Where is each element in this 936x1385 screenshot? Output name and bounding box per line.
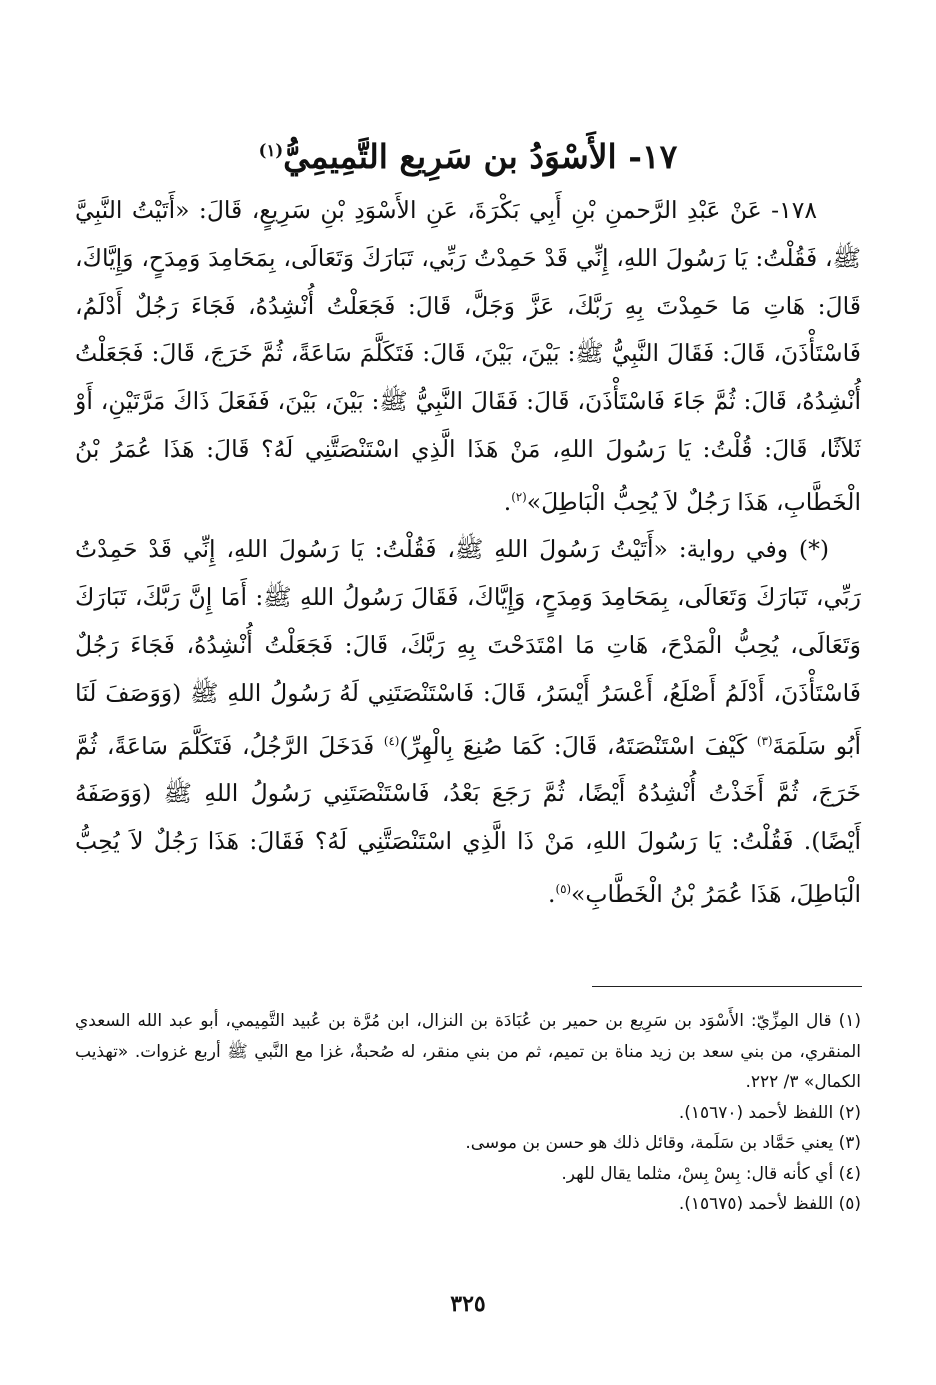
footnote-ref: (٣)	[756, 733, 773, 748]
hadith-variant-text: فَدَخَلَ الرَّجُلُ، فَتَكَلَّمَ سَاعَةً، ثُمَّ خَرَجَ، ثُمَّ أَخَذْتُ أُنْشِدُهُ أَيْضًا، ثُمَّ رَجَعَ بَعْدُ، فَاسْتَنْصَتَنِي رَسُولُ اللهِ ﷺ (وَوَصَفَهُ أَيْضًا). فَقُلْتُ: يَا رَسُولَ اللهِ، مَنْ ذَا الَّذِي اسْتَنْصَتَّنِي لَهُ؟ فَقَالَ: هَذَا رَجُلٌ لاَ يُحِبُّ الْبَاطِلَ، هَذَا عُمَرُ بْنُ الْخَطَّابِ»	[75, 731, 861, 908]
footnote-ref: (٥)	[555, 881, 572, 896]
hadith-variant-paragraph: (*) وفي رواية: «أَتَيْتُ رَسُولَ اللهِ ﷺ، فَقُلْتُ: يَا رَسُولَ اللهِ، إِنِّي قَدْ حَمِدْتُ رَبِّي، تَبَارَكَ وَتَعَالَى، بِمَحَامِدَ وَمِدَحٍ، وَإِيَّاكَ، فَقَالَ رَسُولُ اللهِ ﷺ: أَمَا إِنَّ رَبَّكَ، تَبَارَكَ وَتَعَالَى، يُحِبُّ الْمَدْحَ، هَاتِ مَا امْتَدَحْتَ بِهِ رَبَّكَ، قَالَ: فَجَعَلْتُ أُنْشِدُهُ، فَجَاءَ رَجُلٌ فَاسْتَأْذَنَ، أَدْلَمُ أَصْلَعُ، أَعْسَرُ أَيْسَرُ، قَالَ: فَاسْتَنْصَتَنِي لَهُ رَسُولُ اللهِ ﷺ (وَوَصَفَ لَنَا أَبُو سَلَمَةَ$^{(٣)}$ كَيْفَ اسْتَنْصَتَهُ، قَالَ: كَمَا صُنِعَ بِالْهِرِّ)$^{(٤)}$ فَدَخَلَ الرَّجُلُ، فَتَكَلَّمَ سَاعَةً، ثُمَّ خَرَجَ، ثُمَّ أَخَذْتُ أُنْشِدُهُ أَيْضًا، ثُمَّ رَجَعَ بَعْدُ، فَاسْتَنْصَتَنِي رَسُولُ اللهِ ﷺ (وَوَصَفَهُ أَيْضًا). فَقُلْتُ: يَا رَسُولَ اللهِ، مَنْ ذَا الَّذِي اسْتَنْصَتَّنِي لَهُ؟ فَقَالَ: هَذَا رَجُلٌ لاَ يُحِبُّ الْبَاطِلَ، هَذَا عُمَرُ بْنُ الْخَطَّابِ»$^{(٥)}$.	[75, 535, 861, 908]
footnote: (٢) اللفظ لأحمد (١٥٦٧٠).	[678, 1102, 861, 1123]
footnote: (١) قال المِزِّيّ: الأَسْوَد بن سَرِيع بن حمير بن عُبَادَة بن النزال، ابن مُرَّة بن عُبيد التَّمِيمي، أبو عبد الله السعدي المنقري، من بني سعد بن زيد مناة بن تميم، ثم من بني منقر، له صُحبةٌ، غزا مع النَّبي ﷺ أربع غزوات. «تهذيب الكمال» ٣/ ٢٢٢.	[75, 1011, 861, 1092]
footnote: (٣) يعني حَمَّاد بن سَلَمة، وقائل ذلك هو حسن بن موسى.	[465, 1133, 861, 1153]
hadith-text	[75, 187, 861, 918]
footnotes	[75, 1006, 861, 1220]
footnote: (٤) أي كأنه قال: بِسْ بِسْ، مثلما يقال للهر.	[561, 1163, 861, 1184]
hadith-main-text: ١٧٨- عَنْ عَبْدِ الرَّحمنِ بْنِ أَبِي بَكْرَةَ، عَنِ الأَسْوَدِ بْنِ سَرِيعٍ، قَالَ: «أَتَيْتُ النَّبِيَّ ﷺ، فَقُلْتُ: يَا رَسُولَ اللهِ، إِنِّي قَدْ حَمِدْتُ رَبِّي، تَبَارَكَ وَتَعَالَى، بِمَحَامِدَ وَمِدَحٍ، وَإِيَّاكَ، قَالَ: هَاتِ مَا حَمِدْتَ بِهِ رَبَّكَ، عَزَّ وَجَلَّ، قَالَ: فَجَعَلْتُ أُنْشِدُهُ، فَجَاءَ رَجُلٌ أَدْلَمُ، فَاسْتَأْذَنَ، قَالَ: فَقَالَ النَّبِيُّ ﷺ: بَيْنَ، بَيْنَ، قَالَ: فَتَكَلَّمَ سَاعَةً، ثُمَّ خَرَجَ، قَالَ: فَجَعَلْتُ أُنْشِدُهُ، قَالَ: ثُمَّ جَاءَ فَاسْتَأْذَنَ، قَالَ: فَقَالَ النَّبِيُّ ﷺ: بَيْنَ، بَيْنَ، فَفَعَلَ ذَاكَ مَرَّتَيْنِ، أَوْ ثَلاَثًا، قَالَ: قُلْتُ: يَا رَسُولَ اللهِ، مَنْ هَذَا الَّذِي اسْتَنْصَتَّنِي لَهُ؟ قَالَ: هَذَا عُمَرُ بْنُ الْخَطَّابِ، هَذَا رَجُلٌ لاَ يُحِبُّ الْبَاطِلَ»	[75, 196, 861, 516]
chapter-title-text: ١٧- الأَسْوَدُ بن سَرِيع التَّمِيمِيُّ	[283, 137, 678, 177]
footnote: (٥) اللفظ لأحمد (١٥٦٧٥).	[678, 1194, 861, 1214]
hadith-variant-text: (*) وفي رواية: «أَتَيْتُ رَسُولَ اللهِ ﷺ، فَقُلْتُ: يَا رَسُولَ اللهِ، إِنِّي قَدْ حَمِدْتُ رَبِّي، تَبَارَكَ وَتَعَالَى، بِمَحَامِدَ وَمِدَحٍ، وَإِيَّاكَ، فَقَالَ رَسُولُ اللهِ ﷺ: أَمَا إِنَّ رَبَّكَ، تَبَارَكَ وَتَعَالَى، يُحِبُّ الْمَدْحَ، هَاتِ مَا امْتَدَحْتَ بِهِ رَبَّكَ، قَالَ: فَجَعَلْتُ أُنْشِدُهُ، فَجَاءَ رَجُلٌ فَاسْتَأْذَنَ، أَدْلَمُ أَصْلَعُ، أَعْسَرُ أَيْسَرُ، قَالَ: فَاسْتَنْصَتَنِي لَهُ رَسُولُ اللهِ ﷺ (وَوَصَفَ لَنَا أَبُو سَلَمَةَ	[75, 535, 861, 760]
footnote-ref: (١)	[258, 141, 284, 161]
footnote-ref: (٤)	[383, 733, 400, 748]
footnote-ref: (٢)	[511, 489, 527, 504]
hadith-variant-text: كَيْفَ اسْتَنْصَتَهُ، قَالَ: كَمَا صُنِعَ بِالْهِرِّ)	[399, 731, 757, 760]
page-number: ٣٢٥	[450, 1291, 486, 1317]
hadith-main-paragraph: ١٧٨- عَنْ عَبْدِ الرَّحمنِ بْنِ أَبِي بَكْرَةَ، عَنِ الأَسْوَدِ بْنِ سَرِيعٍ، قَالَ: «أَتَيْتُ النَّبِيَّ ﷺ، فَقُلْتُ: يَا رَسُولَ اللهِ، إِنِّي قَدْ حَمِدْتُ رَبِّي، تَبَارَكَ وَتَعَالَى، بِمَحَامِدَ وَمِدَحٍ، وَإِيَّاكَ، قَالَ: هَاتِ مَا حَمِدْتَ بِهِ رَبَّكَ، عَزَّ وَجَلَّ، قَالَ: فَجَعَلْتُ أُنْشِدُهُ، فَجَاءَ رَجُلٌ أَدْلَمُ، فَاسْتَأْذَنَ، قَالَ: فَقَالَ النَّبِيُّ ﷺ: بَيْنَ، بَيْنَ، قَالَ: فَتَكَلَّمَ سَاعَةً، ثُمَّ خَرَجَ، قَالَ: فَجَعَلْتُ أُنْشِدُهُ، قَالَ: ثُمَّ جَاءَ فَاسْتَأْذَنَ، قَالَ: فَقَالَ النَّبِيُّ ﷺ: بَيْنَ، بَيْنَ، فَفَعَلَ ذَاكَ مَرَّتَيْنِ، أَوْ ثَلاَثًا، قَالَ: قُلْتُ: يَا رَسُولَ اللهِ، مَنْ هَذَا الَّذِي اسْتَنْصَتَّنِي لَهُ؟ قَالَ: هَذَا عُمَرُ بْنُ الْخَطَّابِ، هَذَا رَجُلٌ لاَ يُحِبُّ الْبَاطِلَ»$^{(٢)}$.	[75, 196, 861, 516]
footnote-divider	[592, 986, 862, 987]
chapter-title	[150, 126, 786, 182]
